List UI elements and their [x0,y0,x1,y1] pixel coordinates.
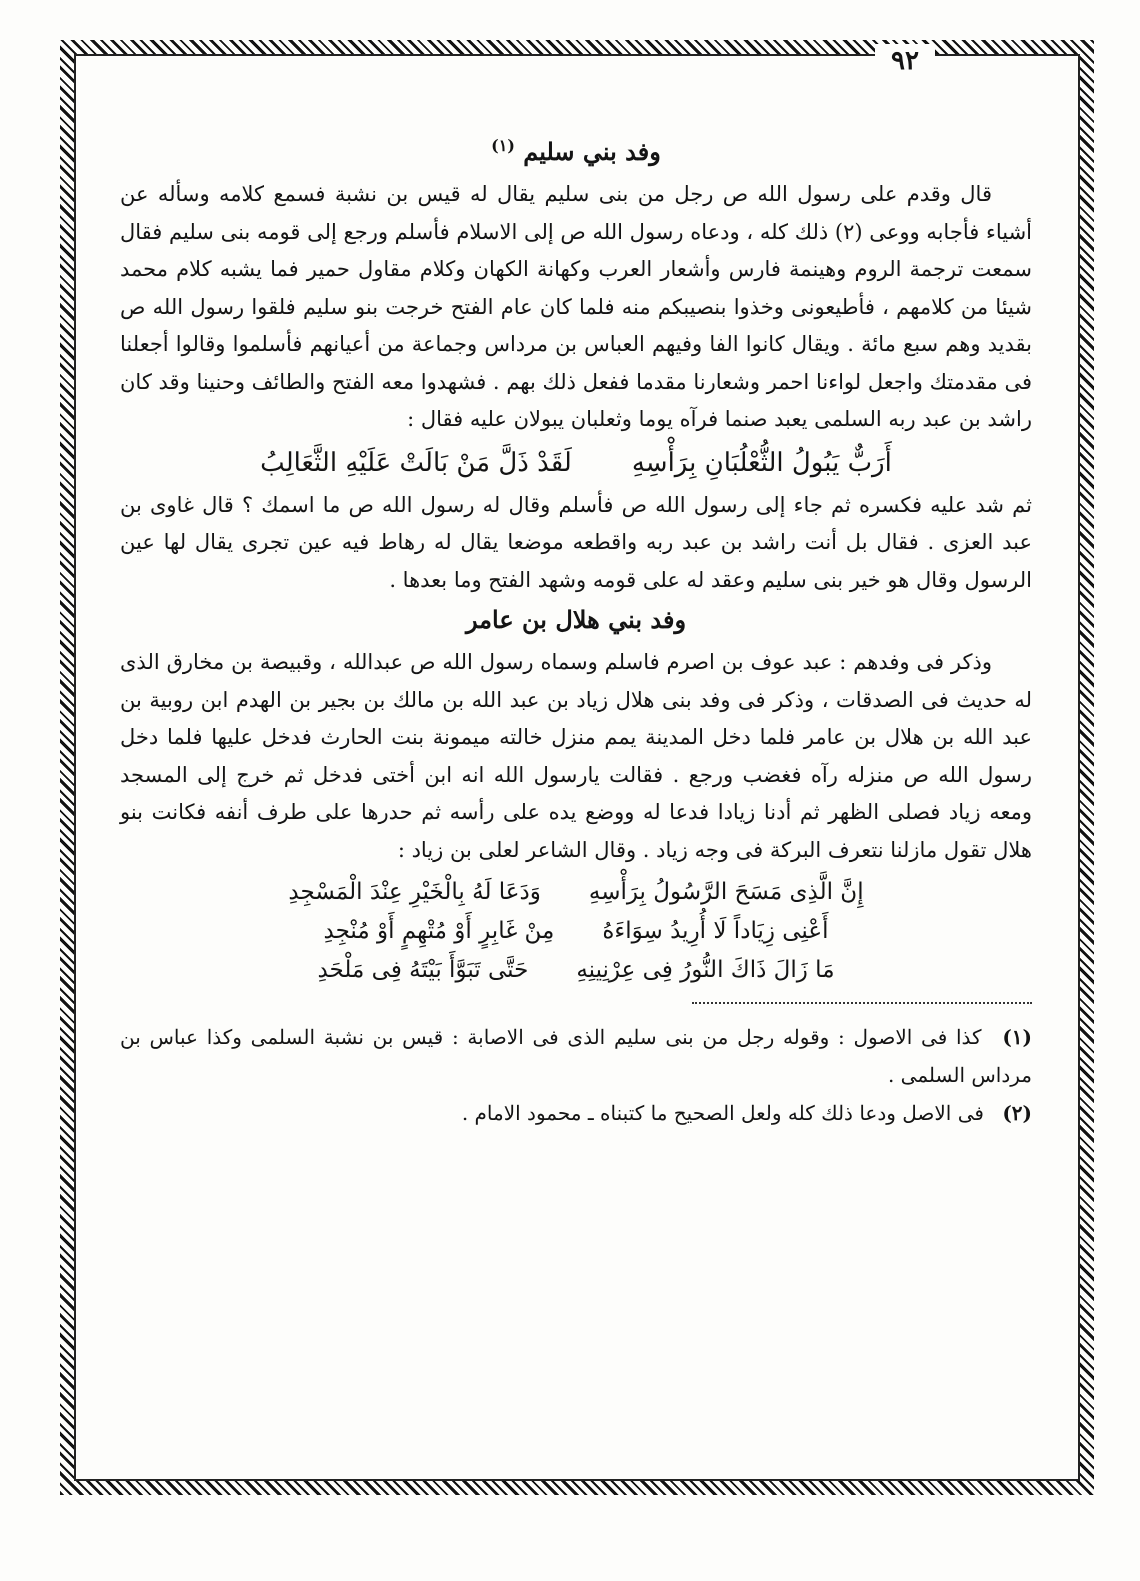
footnote-2 [120,1094,1032,1132]
section-title-bani-sulaym [120,136,1032,166]
verse-1-second-hemistich: لَقَدْ ذَلَّ مَنْ بَالَتْ عَلَيْهِ الثَّعَالِبُ [260,447,572,478]
page-number: ٩٢ [875,44,935,78]
footnote-1-number: (١) [1002,1025,1032,1049]
footnote-separator [692,1002,1032,1004]
paragraph-2: ثم شد عليه فكسره ثم جاء إلى رسول الله ص فأسلم وقال له رسول الله ص ما اسمك ؟ قال غاوى بن عبد العزى . فقال بل أنت راشد بن عبد ربه واقطعه موضعا يقال له رهاط فيه عين تجرى يقال لها عين الرسول وقال هو خير بنى سليم وعقد له على قومه وشهد الفتح وما بعدها . [120,492,1032,592]
paragraph-3: وذكر فى وفدهم : عبد عوف بن اصرم فاسلم وسماه رسول الله ص عبدالله ، وقبيصة بن مخارق الذى له حديث فى الصدقات ، وذكر فى وفد بنى هلال زياد بن عبد الله بن مالك بن بجير بن الهدم ابن روبية بن عبد الله بن هلال بن عامر فلما دخل المدينة يمم منزل خالته ميمونة بنت الحارث فدخل عليها فلما دخل رسول الله ص منزله رآه فغضب ورجع . فقالت يارسول الله انه ابن أختى فدخل ثم خرج إلى المسجد ومعه زياد فصلى الظهر ثم أدنا زيادا فدعا له ووضع يده على رأسه ثم حدرها على طرف أنفه فكانت بنو هلال تقول مازلنا نتعرف البركة فى وجه زياد . وقال الشاعر لعلى بن زياد : [120,650,1032,862]
footnote-2-number: (٢) [1002,1101,1032,1125]
footnote-1-text: كذا فى الاصول : وقوله رجل من بنى سليم الذى فى الاصابة : قيس بن نشبة السلمى وكذا عباس بن مرداس السلمى . [120,1025,1032,1087]
page-content [120,130,1032,1450]
poem-verse [120,951,1032,990]
poem-verse-3-a: مَا زَالَ ذَاكَ النُّورُ فِى عِرْنِينِهِ [576,957,835,983]
poem-verse [120,873,1032,912]
section-title-bani-hilal: وفد بني هلال بن عامر [465,605,687,634]
footnote-ref-1: (١) [491,136,515,155]
poem-verse-1-a: إِنَّ الَّذِى مَسَحَ الرَّسُولُ بِرَأْسِهِ [588,879,864,905]
poem-verse-3-b: حَتَّى تَبَوَّأَ بَيْتَهُ فِى مَلْحَدِ [317,957,529,983]
poem [120,873,1032,990]
paragraph-1: قال وقدم على رسول الله ص رجل من بنى سليم يقال له قيس بن نشبة فسمع كلامه وسأله عن أشياء فأجابه ووعى (٢) ذلك كله ، ودعاه رسول الله ص إلى الاسلام فأسلم ورجع إلى قومه بنى سليم فقال سمعت ترجمة الروم وهينمة فارس وأشعار العرب وكهانة الكهان وكلام مقاول حمير فما يشبه كلام محمد شيئا من كلامهم ، فأطيعونى وخذوا بنصيبكم منه فلما كان عام الفتح خرجت بنو سليم فلقوا رسول الله ص بقديد وهم سبع مائة . ويقال كانوا الفا وفيهم العباس بن مرداس وجماعة من أعيانهم فأسلموا وقالوا أجعلنا فى مقدمتك واجعل لواءنا احمر وشعارنا مقدما ففعل ذلك بهم . فشهدوا معه الفتح والطائف وحنينا وقد كان راشد بن عبد ربه السلمى يعبد صنما فرآه يوما وثعلبان يبولان عليه فقال : [120,182,1032,431]
poem-verse-2-a: أَعْنِى زِيَاداً لَا أُرِيدُ سِوَاءَهُ [602,918,829,944]
footnote-2-text: فى الاصل ودعا ذلك كله ولعل الصحيح ما كتبناه ـ محمود الامام . [461,1101,984,1125]
poem-verse [120,912,1032,951]
verse-1 [120,441,1032,485]
poem-verse-2-b: مِنْ غَابِرٍ أَوْ مُتْهِمٍ أَوْ مُنْجِدِ [323,918,555,944]
verse-1-first-hemistich: أَرَبٌّ يَبُولُ الثُّعْلُبَانِ بِرَأْسِهِ [631,447,892,478]
poem-verse-1-b: وَدَعَا لَهُ بِالْخَيْرِ عِنْدَ الْمَسْجِدِ [288,879,541,905]
footnote-1 [120,1018,1032,1094]
section-title-text: وفد بني سليم [523,137,661,166]
